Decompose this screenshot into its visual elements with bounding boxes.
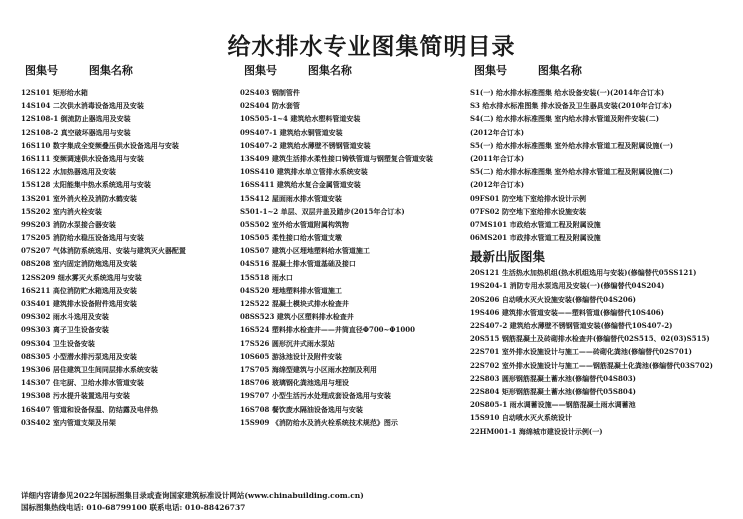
catalog-entry: 18S706 玻璃钢化粪池选用与埋设 [240, 378, 349, 388]
catalog-entry: (2011年合订本) [470, 153, 525, 163]
catalog-entry: 10S605 游泳池设计及附件安装 [240, 351, 342, 361]
catalog-entry: 10S505-1~4 建筑给水塑料管道安装 [240, 114, 361, 124]
catalog-entry: 03S401 建筑排水设备附件选用安装 [21, 299, 137, 308]
catalog-entry: 02S404 防水套管 [240, 101, 300, 111]
entry-list [470, 86, 738, 244]
catalog-entry: 06MS201 市政排水管道工程及附属设施 [470, 233, 601, 243]
catalog-entry: 16S122 水加热器选用及安装 [21, 167, 116, 177]
column-header [21, 62, 231, 76]
catalog-entry: S5(一) 给水排水标准图集 室外给水排水管道工程及附属设施(一) [470, 140, 674, 150]
catalog-entry: S501-1~2 单层、双层井盖及踏步(2015年合订本) [240, 206, 405, 216]
catalog-entry: 20S515 钢筋混凝土及砖砌排水检查井(修编替代02S515、02(03)S515) [470, 334, 710, 344]
catalog-entry: S3 给水排水标准图集 排水设备及卫生器具安装(2010年合订本) [470, 101, 672, 111]
catalog-entry: S5(二) 给水排水标准图集 室外给水排水管道工程及附属设施(二) [470, 167, 674, 177]
catalog-entry: 20S121 生活热水加热机组(热水机组选用与安装)(修编替代05SS121) [470, 268, 697, 278]
page-title: 给水排水专业图集简明目录 [227, 34, 516, 60]
catalog-entry: 02S403 钢制管件 [240, 88, 300, 97]
catalog-entry: 22S407-2 建筑给水薄壁不锈钢管道安装(修编替代10S407-2) [470, 321, 673, 330]
catalog-entry: 14S104 二次供水消毒设备选用及安装 [21, 101, 144, 111]
catalog-entry: 15S909 《消防给水及消火栓系统技术规范》图示 [240, 417, 398, 427]
catalog-entry: 19S707 小型生活污水处理成套设备选用与安装 [240, 391, 391, 401]
catalog-entry: 12S101 矩形给水箱 [21, 88, 88, 97]
catalog-entry: 16S407 管道和设备保温、防结露及电伴热 [21, 404, 158, 414]
header-name: 图集名称 [307, 64, 352, 77]
catalog-entry: 10S505 柔性接口给水管道支墩 [240, 233, 342, 243]
catalog-entry: 09S304 卫生设备安装 [21, 338, 95, 348]
new-entry-list [470, 266, 738, 437]
catalog-entry: 03S402 室内管道支架及吊架 [21, 417, 116, 427]
catalog-entry: 19S406 建筑排水管道安装——塑料管道(修编替代10S406) [470, 307, 664, 317]
catalog-entry: 08SS523 建筑小区塑料排水检查井 [240, 312, 354, 322]
catalog-entry: 19S306 居住建筑卫生间同层排水系统安装 [21, 364, 158, 374]
catalog-entry: 15S202 室内消火栓安装 [21, 206, 102, 216]
column-header [240, 62, 465, 76]
footer-contact: 国标图集热线电话: 010-68799100 联系电话: 010-88426737 [21, 503, 246, 512]
catalog-entry: 20S206 自动喷水灭火设施安装(修编替代04S206) [470, 294, 636, 304]
column-3 [470, 62, 738, 438]
catalog-entry: 13S409 建筑生活排水柔性接口铸铁管道与钢塑复合管道安装 [240, 153, 433, 163]
catalog-entry: 10S507 建筑小区埋地塑料给水管道施工 [240, 246, 370, 256]
catalog-entry: 05S502 室外给水管道附属构筑物 [240, 219, 349, 229]
new-publications-heading: 最新出版图集 [470, 249, 546, 265]
column-1 [21, 62, 231, 429]
catalog-entry: 10S407-2 建筑给水薄壁不锈钢管道安装 [240, 140, 371, 150]
catalog-entry: 22S804 矩形钢筋混凝土蓄水池(修编替代05S804) [470, 386, 636, 396]
catalog-entry: 04S516 混凝土排水管道基础及接口 [240, 259, 356, 269]
catalog-entry: 08S305 小型潜水排污泵选用及安装 [21, 351, 137, 361]
catalog-entry: 20S805-1 雨水调蓄设施——钢筋混凝土雨水调蓄池 [470, 400, 636, 410]
catalog-entry: 09S303 离子卫生设备安装 [21, 325, 109, 335]
catalog-entry: 16S524 塑料排水检查井——井筒直径Φ700~Φ1000 [240, 325, 415, 335]
catalog-entry: 14S307 住宅厨、卫给水排水管道安装 [21, 378, 144, 388]
catalog-entry: 17S205 消防给水稳压设备选用与安装 [21, 233, 144, 243]
catalog-entry: 16S211 高位消防贮水箱选用及安装 [21, 285, 137, 295]
catalog-entry: 17S526 圆形沉井式雨水泵站 [240, 338, 335, 348]
column-header [470, 62, 738, 76]
catalog-entry: 12SS209 细水雾灭火系统选用与安装 [21, 272, 142, 282]
header-name: 图集名称 [88, 64, 133, 77]
catalog-entry: 15S412 屋面雨水排水管道安装 [240, 193, 342, 203]
entry-list [240, 86, 465, 429]
catalog-entry: 22HM001-1 海绵城市建设设计示例(一) [470, 426, 603, 436]
catalog-entry: (2012年合订本) [470, 127, 525, 137]
catalog-entry: 07S207 气体消防系统选用、安装与建筑灭火器配置 [21, 246, 186, 256]
catalog-entry: 04S520 埋地塑料排水管道施工 [240, 285, 342, 295]
catalog-entry: 16S110 数字集成全变频叠压供水设备选用与安装 [21, 140, 179, 150]
catalog-entry: 09FS01 防空地下室给排水设计示例 [470, 193, 586, 203]
footer-note: 详细内容请参见2022年国标图集目录或查询国家建筑标准设计网站(www.chinabuilding.com.cn) [21, 491, 364, 500]
catalog-entry: 12S522 混凝土模块式排水检查井 [240, 299, 349, 308]
header-no: 图集号 [25, 64, 58, 77]
catalog-entry: 99S203 消防水泵接合器安装 [21, 219, 116, 229]
catalog-entry: 07FS02 防空地下室给排水设施安装 [470, 206, 586, 216]
header-no: 图集号 [474, 64, 507, 77]
catalog-entry: 10SS410 建筑排水单立管排水系统安装 [240, 167, 368, 177]
catalog-entry: 16S708 餐饮废水隔油设备选用与安装 [240, 404, 363, 414]
catalog-entry: 19S308 污水提升装置选用与安装 [21, 391, 130, 401]
catalog-entry: 13S201 室外消火栓及消防水鹤安装 [21, 193, 137, 203]
catalog-entry: 15S910 自动喷水灭火系统设计 [470, 413, 572, 423]
header-name: 图集名称 [537, 64, 582, 77]
catalog-entry: 09S302 雨水斗选用及安装 [21, 312, 109, 322]
catalog-entry: 22S701 室外排水设施设计与施工——砖砌化粪池(修编替代02S701) [470, 347, 692, 357]
catalog-entry: 19S204-1 消防专用水泵选用及安装(一)(修编替代04S204) [470, 281, 665, 291]
catalog-entry: 15S128 太阳能集中热水系统选用与安装 [21, 180, 151, 190]
catalog-entry: 09S407-1 建筑给水铜管道安装 [240, 127, 343, 137]
catalog-entry: 16SS411 建筑给水复合金属管道安装 [240, 180, 361, 190]
entry-list [21, 86, 231, 429]
catalog-entry: S4(二) 给水排水标准图集 室内给水排水管道及附件安装(二) [470, 114, 660, 124]
catalog-entry: (2012年合订本) [470, 180, 525, 190]
column-2 [240, 62, 465, 429]
footer [21, 490, 364, 514]
catalog-entry: 22S803 圆形钢筋混凝土蓄水池(修编替代04S803) [470, 373, 636, 383]
catalog-entry: 22S702 室外排水设施设计与施工——钢筋混凝土化粪池(修编替代03S702) [470, 360, 713, 370]
header-no: 图集号 [244, 64, 277, 77]
catalog-entry: 08S208 室内固定消防炮选用及安装 [21, 259, 137, 269]
catalog-entry: 12S108-2 真空破坏器选用与安装 [21, 127, 131, 137]
catalog-entry: 15S518 雨水口 [240, 272, 293, 282]
catalog-entry: 16S111 变频调速供水设备选用与安装 [21, 153, 144, 163]
catalog-entry: 17S705 海绵型建筑与小区雨水控制及利用 [240, 364, 377, 374]
catalog-entry: 07MS101 市政给水管道工程及附属设施 [470, 219, 601, 229]
catalog-entry: S1(一) 给水排水标准图集 给水设备安装(一)(2014年合订本) [470, 88, 665, 97]
catalog-entry: 12S108-1 倒流防止器选用及安装 [21, 114, 131, 124]
